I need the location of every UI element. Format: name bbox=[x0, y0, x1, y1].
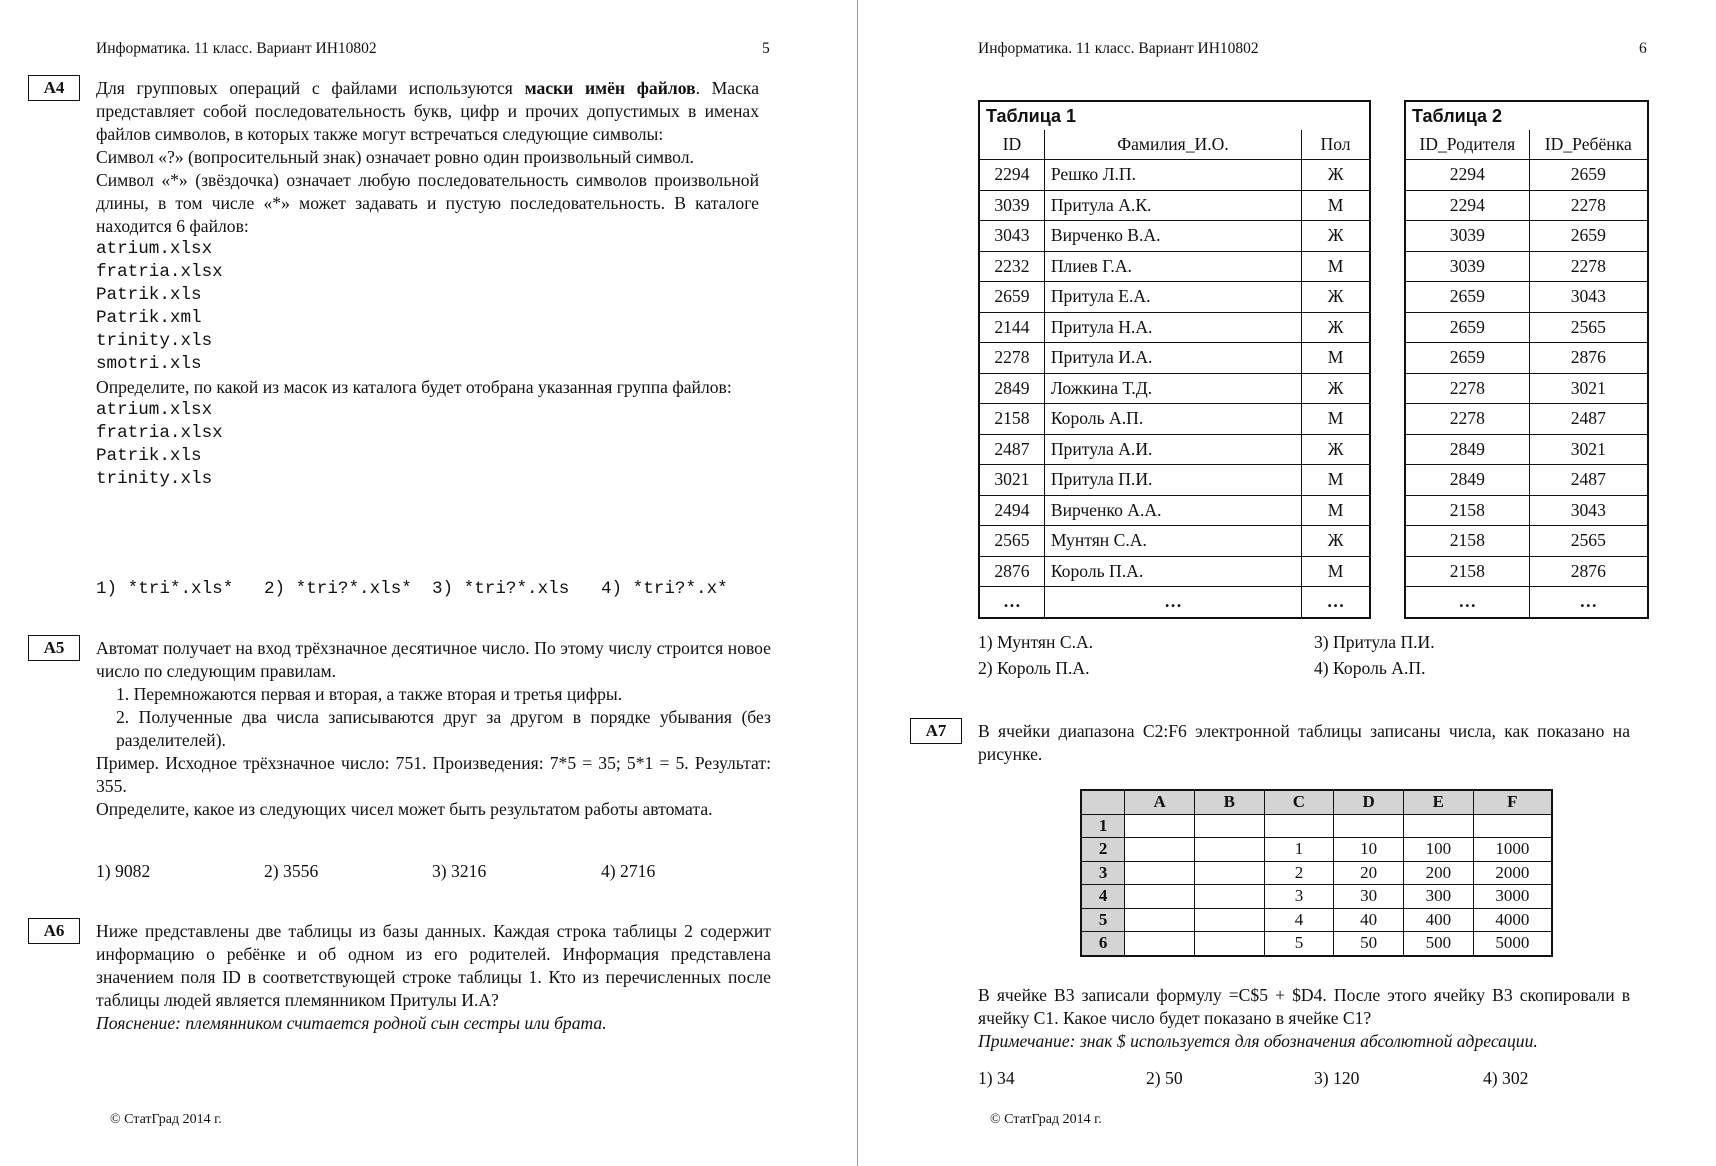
sheet-col-header: D bbox=[1334, 790, 1404, 814]
cell-sex: Ж bbox=[1302, 312, 1370, 343]
cell-sex: М bbox=[1302, 495, 1370, 526]
cell-parent-id: 2659 bbox=[1405, 343, 1529, 374]
cell-name: Притула И.А. bbox=[1044, 343, 1301, 374]
cell-child-id: 2565 bbox=[1529, 526, 1648, 557]
table-row bbox=[979, 556, 1370, 587]
table-row bbox=[979, 190, 1370, 221]
a4-option-2[interactable]: 2) *tri?*.xls* bbox=[264, 579, 412, 599]
table-row bbox=[979, 465, 1370, 496]
file-item: fratria.xlsx bbox=[96, 262, 223, 282]
table-2 bbox=[1404, 100, 1649, 619]
cell-child-id: 3021 bbox=[1529, 434, 1648, 465]
table-row bbox=[1405, 495, 1648, 526]
a7-option-2[interactable]: 2) 50 bbox=[1146, 1068, 1183, 1088]
table-row bbox=[1405, 221, 1648, 252]
cell-parent-id: 2294 bbox=[1405, 190, 1529, 221]
sheet-row bbox=[1081, 932, 1552, 956]
a4-question: Определите, по какой из масок из каталога будет отобрана указанная группа файлов: bbox=[96, 377, 732, 397]
table-row bbox=[1405, 282, 1648, 313]
cell-name: Притула А.И. bbox=[1044, 434, 1301, 465]
sheet-cell bbox=[1403, 814, 1473, 838]
cell-child-id: 2659 bbox=[1529, 221, 1648, 252]
a5-rule-2: 2. Полученные два числа записываются друг за другом в порядке убывания (без разделителей). bbox=[116, 707, 771, 750]
a7-question: В ячейке B3 записали формулу =C$5 + $D4. После этого ячейку B3 скопировали в ячейку C1. Какое число будет показано в ячейке C1? bbox=[978, 985, 1630, 1028]
table-row bbox=[1405, 556, 1648, 587]
cell-id: 2494 bbox=[979, 495, 1044, 526]
page-number: 5 bbox=[762, 40, 770, 57]
a4-intro bbox=[96, 77, 759, 146]
selected-file-item: trinity.xls bbox=[96, 469, 213, 489]
sheet-cell bbox=[1194, 838, 1264, 862]
sheet-cell: 40 bbox=[1334, 908, 1404, 932]
a6-option-2[interactable]: 2) Король П.А. bbox=[978, 658, 1090, 678]
selected-file-item: Patrik.xls bbox=[96, 446, 202, 466]
cell-id: 2144 bbox=[979, 312, 1044, 343]
a4-options bbox=[96, 578, 759, 602]
sheet-row-header: 1 bbox=[1081, 814, 1125, 838]
cell-id: 2659 bbox=[979, 282, 1044, 313]
sheet-cell bbox=[1125, 932, 1195, 956]
table-row bbox=[979, 495, 1370, 526]
a5-rule-1: 1. Перемножаются первая и вторая, а также вторая и третья цифры. bbox=[116, 684, 623, 704]
a6-text: Ниже представлены две таблицы из базы данных. Каждая строка таблицы 2 содержит информацию о ребёнке и об одном из его родителей. Информация представлена значением поля ID в соответствующей строке таблицы 1. Кто из перечисленных после таблицы людей является племянником Притулы И.А? bbox=[96, 921, 771, 1010]
sheet-row bbox=[1081, 885, 1552, 909]
cell-child-id: 3021 bbox=[1529, 373, 1648, 404]
sheet-cell: 300 bbox=[1403, 885, 1473, 909]
table-2-title: Таблица 2 bbox=[1405, 101, 1648, 130]
table-row bbox=[1405, 465, 1648, 496]
cell-parent-id: 2849 bbox=[1405, 465, 1529, 496]
table-row bbox=[979, 160, 1370, 191]
sheet-row bbox=[1081, 814, 1552, 838]
table-row bbox=[979, 221, 1370, 252]
cell-child-id: 2565 bbox=[1529, 312, 1648, 343]
sheet-cell bbox=[1125, 814, 1195, 838]
cell-sex: Ж bbox=[1302, 434, 1370, 465]
sheet-cell bbox=[1264, 814, 1334, 838]
cell-parent-id: 2278 bbox=[1405, 373, 1529, 404]
cell-id: 2158 bbox=[979, 404, 1044, 435]
cell-name: Притула П.И. bbox=[1044, 465, 1301, 496]
sheet-cell: 5 bbox=[1264, 932, 1334, 956]
sheet-row-header: 3 bbox=[1081, 861, 1125, 885]
cell-name: Притула Е.А. bbox=[1044, 282, 1301, 313]
sheet-cell: 10 bbox=[1334, 838, 1404, 862]
question-label-a5: А5 bbox=[28, 635, 80, 661]
cell-sex: Ж bbox=[1302, 282, 1370, 313]
table-row bbox=[1405, 373, 1648, 404]
selected-file-item: atrium.xlsx bbox=[96, 400, 213, 420]
selected-file-item: fratria.xlsx bbox=[96, 423, 223, 443]
a5-intro: Автомат получает на вход трёхзначное десятичное число. По этому числу строится новое число по следующим правилам. bbox=[96, 638, 771, 681]
sheet-cell: 200 bbox=[1403, 861, 1473, 885]
sheet-cell bbox=[1125, 885, 1195, 909]
question-a5 bbox=[96, 637, 771, 821]
a4-file-list bbox=[96, 238, 759, 376]
cell-sex: М bbox=[1302, 190, 1370, 221]
cell-id: 2232 bbox=[979, 251, 1044, 282]
cell-sex: Ж bbox=[1302, 160, 1370, 191]
sheet-col-header: F bbox=[1473, 790, 1552, 814]
cell-sex: Ж bbox=[1302, 373, 1370, 404]
a4-rule-question-mark: Символ «?» (вопросительный знак) означает ровно один произвольный символ. bbox=[96, 147, 694, 167]
cell-sex: М bbox=[1302, 556, 1370, 587]
cell-parent-id: 2158 bbox=[1405, 495, 1529, 526]
table-1-header-id: ID bbox=[979, 130, 1044, 160]
cell-parent-id: 2294 bbox=[1405, 160, 1529, 191]
a5-example: Пример. Исходное трёхзначное число: 751. Произведения: 7*5 = 35; 5*1 = 5. Результат: 355. bbox=[96, 753, 771, 796]
table-row bbox=[1405, 312, 1648, 343]
sheet-corner bbox=[1081, 790, 1125, 814]
sheet-row bbox=[1081, 908, 1552, 932]
a4-option-4[interactable]: 4) *tri?*.x* bbox=[601, 579, 728, 599]
sheet-cell bbox=[1194, 932, 1264, 956]
a5-option-3[interactable]: 3) 3216 bbox=[432, 861, 487, 881]
sheet-cell: 3 bbox=[1264, 885, 1334, 909]
table-1-header-sex: Пол bbox=[1302, 130, 1370, 160]
table-row bbox=[979, 404, 1370, 435]
cell-sex: М bbox=[1302, 251, 1370, 282]
cell-parent-id: 2158 bbox=[1405, 526, 1529, 557]
file-item: Patrik.xls bbox=[96, 285, 202, 305]
page-header: Информатика. 11 класс. Вариант ИН10802 bbox=[978, 40, 1259, 57]
sheet-cell: 2000 bbox=[1473, 861, 1552, 885]
table-row bbox=[979, 373, 1370, 404]
sheet-cell bbox=[1125, 908, 1195, 932]
page-footer: © СтатГрад 2014 г. bbox=[990, 1112, 1102, 1127]
a7-options bbox=[978, 1068, 1598, 1092]
right-page bbox=[858, 0, 1716, 1166]
cell-name: Плиев Г.А. bbox=[1044, 251, 1301, 282]
sheet-col-header: B bbox=[1194, 790, 1264, 814]
sheet-cell bbox=[1194, 908, 1264, 932]
sheet-cell: 1 bbox=[1264, 838, 1334, 862]
cell-child-id: 3043 bbox=[1529, 282, 1648, 313]
table-row bbox=[1405, 434, 1648, 465]
sheet-col-header: A bbox=[1125, 790, 1195, 814]
cell-parent-id: 2659 bbox=[1405, 282, 1529, 313]
cell-name: Мунтян С.А. bbox=[1044, 526, 1301, 557]
spreadsheet bbox=[1080, 789, 1553, 957]
sheet-col-header: E bbox=[1403, 790, 1473, 814]
cell-child-id: 2876 bbox=[1529, 556, 1648, 587]
cell-id: 3021 bbox=[979, 465, 1044, 496]
sheet-cell bbox=[1473, 814, 1552, 838]
cell-name: Король А.П. bbox=[1044, 404, 1301, 435]
table-row bbox=[979, 526, 1370, 557]
cell-sex: М bbox=[1302, 343, 1370, 374]
table-1-header-name: Фамилия_И.О. bbox=[1044, 130, 1301, 160]
table-2-header-parent: ID_Родителя bbox=[1405, 130, 1529, 160]
a6-options-row-2 bbox=[978, 658, 1598, 682]
a6-option-3[interactable]: 3) Притула П.И. bbox=[1314, 632, 1435, 652]
a5-options bbox=[96, 861, 759, 885]
a4-option-1[interactable]: 1) *tri*.xls* bbox=[96, 579, 234, 599]
table-row bbox=[1405, 190, 1648, 221]
sheet-row-header: 4 bbox=[1081, 885, 1125, 909]
cell-child-id: 2487 bbox=[1529, 404, 1648, 435]
cell-sex: М bbox=[1302, 465, 1370, 496]
table-row bbox=[979, 312, 1370, 343]
a4-option-3[interactable]: 3) *tri?*.xls bbox=[432, 579, 570, 599]
file-item: atrium.xlsx bbox=[96, 239, 213, 259]
cell-id: 2849 bbox=[979, 373, 1044, 404]
table-row-ellipsis bbox=[1405, 587, 1648, 618]
page-number: 6 bbox=[1639, 40, 1647, 57]
sheet-cell: 30 bbox=[1334, 885, 1404, 909]
cell-child-id: … bbox=[1529, 587, 1648, 618]
a7-option-1[interactable]: 1) 34 bbox=[978, 1068, 1015, 1088]
sheet-cell bbox=[1194, 861, 1264, 885]
cell-parent-id: 2158 bbox=[1405, 556, 1529, 587]
a5-question: Определите, какое из следующих чисел может быть результатом работы автомата. bbox=[96, 799, 713, 819]
cell-name: … bbox=[1044, 587, 1301, 618]
cell-name: Вирченко А.А. bbox=[1044, 495, 1301, 526]
table-row bbox=[1405, 160, 1648, 191]
cell-child-id: 3043 bbox=[1529, 495, 1648, 526]
cell-parent-id: 2659 bbox=[1405, 312, 1529, 343]
cell-id: 2294 bbox=[979, 160, 1044, 191]
a4-intro-text: Для групповых операций с файлами используются bbox=[96, 78, 525, 98]
sheet-cell bbox=[1334, 814, 1404, 838]
table-1-title: Таблица 1 bbox=[979, 101, 1370, 130]
cell-parent-id: 3039 bbox=[1405, 221, 1529, 252]
table-row bbox=[1405, 526, 1648, 557]
spreadsheet-header-row bbox=[1081, 790, 1552, 814]
a5-option-4[interactable]: 4) 2716 bbox=[601, 861, 656, 881]
cell-parent-id: … bbox=[1405, 587, 1529, 618]
sheet-row-header: 2 bbox=[1081, 838, 1125, 862]
page-footer: © СтатГрад 2014 г. bbox=[110, 1112, 222, 1127]
a4-intro-bold: маски имён файлов bbox=[524, 78, 696, 98]
question-a4 bbox=[96, 77, 759, 491]
file-item: smotri.xls bbox=[96, 354, 202, 374]
cell-sex: Ж bbox=[1302, 526, 1370, 557]
a4-intro-rest: . Маска представляет собой последовательность букв, цифр и прочих допустимых в именах файлов символов, в которых также могут встречаться следующие символы: bbox=[96, 78, 759, 144]
sheet-cell: 100 bbox=[1403, 838, 1473, 862]
a7-note: Примечание: знак $ используется для обозначения абсолютной адресации. bbox=[978, 1031, 1538, 1051]
question-a6 bbox=[96, 920, 771, 1035]
a7-option-3[interactable]: 3) 120 bbox=[1314, 1068, 1360, 1088]
a5-option-1[interactable]: 1) 9082 bbox=[96, 861, 151, 881]
cell-child-id: 2659 bbox=[1529, 160, 1648, 191]
cell-sex: Ж bbox=[1302, 221, 1370, 252]
sheet-cell bbox=[1194, 885, 1264, 909]
a6-options-row-1 bbox=[978, 632, 1598, 656]
table-row bbox=[979, 343, 1370, 374]
a7-option-4[interactable]: 4) 302 bbox=[1483, 1068, 1529, 1088]
cell-child-id: 2278 bbox=[1529, 251, 1648, 282]
cell-sex: … bbox=[1302, 587, 1370, 618]
cell-child-id: 2487 bbox=[1529, 465, 1648, 496]
sheet-cell: 500 bbox=[1403, 932, 1473, 956]
a7-question-block bbox=[978, 984, 1630, 1053]
cell-name: Притула Н.А. bbox=[1044, 312, 1301, 343]
cell-name: Притула А.К. bbox=[1044, 190, 1301, 221]
sheet-row bbox=[1081, 838, 1552, 862]
table-2-header-child: ID_Ребёнка bbox=[1529, 130, 1648, 160]
sheet-row-header: 6 bbox=[1081, 932, 1125, 956]
sheet-cell: 4 bbox=[1264, 908, 1334, 932]
sheet-cell bbox=[1125, 861, 1195, 885]
table-row bbox=[979, 282, 1370, 313]
cell-id: … bbox=[979, 587, 1044, 618]
sheet-row-header: 5 bbox=[1081, 908, 1125, 932]
cell-id: 3039 bbox=[979, 190, 1044, 221]
cell-name: Вирченко В.А. bbox=[1044, 221, 1301, 252]
question-label-a4: А4 bbox=[28, 75, 80, 101]
sheet-cell: 20 bbox=[1334, 861, 1404, 885]
cell-id: 3043 bbox=[979, 221, 1044, 252]
sheet-row bbox=[1081, 861, 1552, 885]
table-row bbox=[979, 434, 1370, 465]
cell-child-id: 2876 bbox=[1529, 343, 1648, 374]
sheet-cell bbox=[1125, 838, 1195, 862]
cell-parent-id: 2278 bbox=[1405, 404, 1529, 435]
cell-name: Решко Л.П. bbox=[1044, 160, 1301, 191]
table-row bbox=[1405, 343, 1648, 374]
cell-parent-id: 2849 bbox=[1405, 434, 1529, 465]
a4-rule-asterisk: Символ «*» (звёздочка) означает любую последовательность символов произвольной длины, в том числе «*» может задавать и пустую последовательность. В каталоге находится 6 файлов: bbox=[96, 170, 759, 236]
cell-parent-id: 3039 bbox=[1405, 251, 1529, 282]
page-header: Информатика. 11 класс. Вариант ИН10802 bbox=[96, 40, 377, 57]
sheet-cell: 1000 bbox=[1473, 838, 1552, 862]
a6-note: Пояснение: племянником считается родной сын сестры или брата. bbox=[96, 1013, 607, 1033]
cell-id: 2278 bbox=[979, 343, 1044, 374]
file-item: trinity.xls bbox=[96, 331, 213, 351]
a5-option-2[interactable]: 2) 3556 bbox=[264, 861, 319, 881]
a6-option-1[interactable]: 1) Мунтян С.А. bbox=[978, 632, 1094, 652]
cell-name: Король П.А. bbox=[1044, 556, 1301, 587]
cell-id: 2565 bbox=[979, 526, 1044, 557]
a7-intro: В ячейки диапазона C2:F6 электронной таблицы записаны числа, как показано на рисунке. bbox=[978, 721, 1630, 764]
table-row bbox=[1405, 404, 1648, 435]
file-item: Patrik.xml bbox=[96, 308, 202, 328]
sheet-cell: 4000 bbox=[1473, 908, 1552, 932]
sheet-cell: 3000 bbox=[1473, 885, 1552, 909]
a6-option-4[interactable]: 4) Король А.П. bbox=[1314, 658, 1426, 678]
cell-id: 2876 bbox=[979, 556, 1044, 587]
cell-child-id: 2278 bbox=[1529, 190, 1648, 221]
sheet-cell: 50 bbox=[1334, 932, 1404, 956]
table-row bbox=[979, 251, 1370, 282]
table-1 bbox=[978, 100, 1371, 619]
table-row-ellipsis bbox=[979, 587, 1370, 618]
table-row bbox=[1405, 251, 1648, 282]
sheet-col-header: C bbox=[1264, 790, 1334, 814]
sheet-cell bbox=[1194, 814, 1264, 838]
sheet-cell: 400 bbox=[1403, 908, 1473, 932]
cell-sex: М bbox=[1302, 404, 1370, 435]
a4-selected-files bbox=[96, 399, 759, 491]
sheet-cell: 5000 bbox=[1473, 932, 1552, 956]
cell-name: Ложкина Т.Д. bbox=[1044, 373, 1301, 404]
question-label-a6: А6 bbox=[28, 918, 80, 944]
cell-id: 2487 bbox=[979, 434, 1044, 465]
question-label-a7: А7 bbox=[910, 718, 962, 744]
sheet-cell: 2 bbox=[1264, 861, 1334, 885]
